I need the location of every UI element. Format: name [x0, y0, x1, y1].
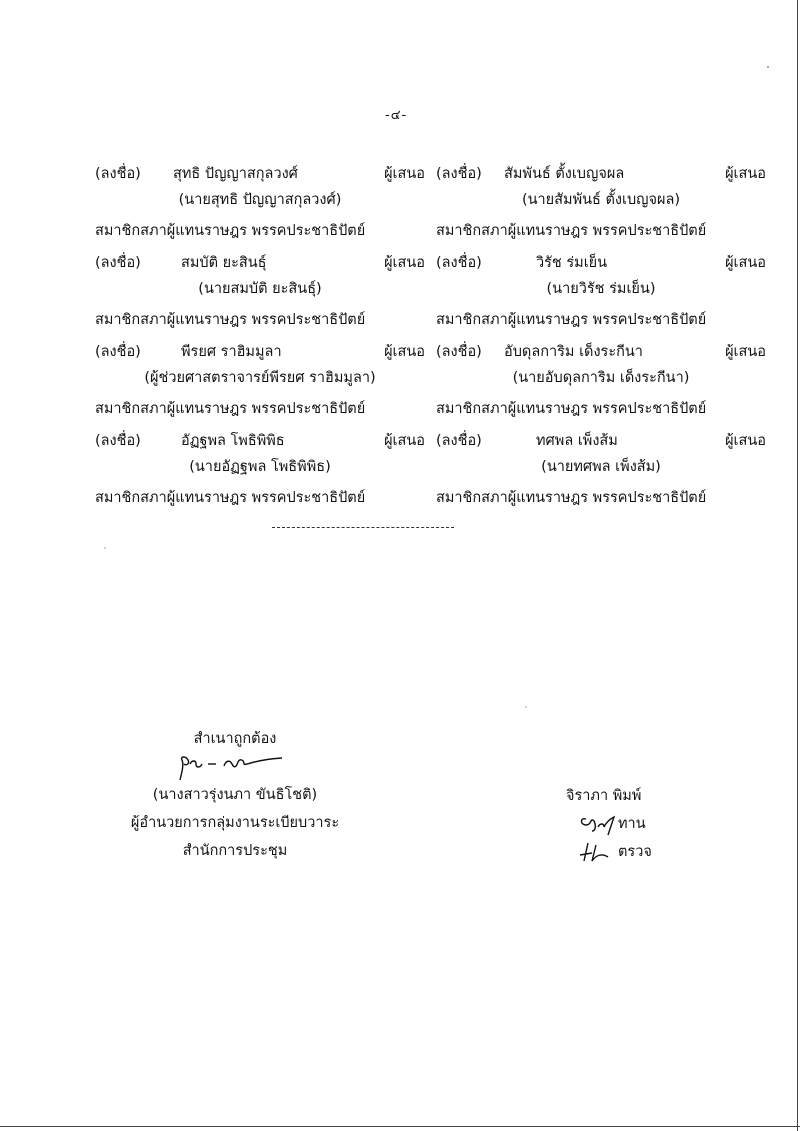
- signer-position: สมาชิกสภาผู้แทนราษฎร พรรคประชาธิปัตย์: [95, 490, 366, 506]
- signers-column-right: [436, 160, 766, 592]
- signer-full-name: (นายสุทธิ ปัญญาสกุลวงศ์): [178, 192, 342, 208]
- signer-role: ผู้เสนอ: [384, 255, 425, 271]
- signer-full-name: (นายสมบัติ ยะสินธุ์): [198, 281, 322, 297]
- signer-position: สมาชิกสภาผู้แทนราษฎร พรรคประชาธิปัตย์: [436, 490, 707, 506]
- signer-role: ผู้เสนอ: [725, 166, 766, 182]
- certifier-office: สำนักการประชุม: [182, 843, 288, 859]
- sign-prefix: (ลงชื่อ): [436, 166, 482, 182]
- checker-line: [566, 838, 652, 866]
- sign-prefix: (ลงชื่อ): [436, 344, 482, 360]
- signer-name: สมบัติ ยะสินธุ์: [181, 255, 267, 271]
- certified-copy-block: [110, 725, 360, 865]
- signer-full-name: (ผู้ช่วยศาสตราจารย์พีรยศ ราฮิมมูลา): [144, 370, 376, 386]
- reviewer-line: [566, 810, 652, 838]
- typist-name: จิราภา พิมพ์: [566, 788, 642, 804]
- signer-name: อับดุลการิม เด็งระกีนา: [504, 344, 643, 360]
- scan-speck: [767, 66, 769, 68]
- certifier-title: ผู้อำนวยการกลุ่มงานระเบียบวาระ: [130, 815, 340, 831]
- signer-name: วิรัช ร่มเย็น: [536, 255, 608, 271]
- signer-full-name: (นายอับดุลการิม เด็งระกีนา): [512, 370, 690, 386]
- signer-position: สมาชิกสภาผู้แทนราษฎร พรรคประชาธิปัตย์: [95, 223, 366, 239]
- signer-full-name: (นายทศพล เพ็งส้ม): [541, 459, 661, 475]
- signer-name: สัมพันธ์ ตั้งเบญจผล: [504, 166, 625, 182]
- signer-name: พีรยศ ราฮิมมูลา: [181, 344, 282, 360]
- signer-full-name: (นายวิรัช ร่มเย็น): [546, 281, 656, 297]
- signer-block: [95, 427, 425, 592]
- certified-copy-label: สำเนาถูกต้อง: [193, 731, 277, 747]
- certifier-name: (นางสาวรุ่งนภา ขันธิโชติ): [152, 787, 318, 803]
- signer-block: [436, 427, 766, 592]
- reviewer-label: ทาน: [618, 816, 646, 832]
- signer-position: สมาชิกสภาผู้แทนราษฎร พรรคประชาธิปัตย์: [436, 312, 707, 328]
- sign-prefix: (ลงชื่อ): [95, 255, 141, 271]
- reviewer-initials: [566, 811, 618, 837]
- signer-name: สุทธิ ปัญญาสกุลวงศ์: [173, 166, 298, 182]
- signer-name: อัฏฐพล โพธิพิพิธ: [181, 433, 285, 449]
- dashed-separator: [272, 527, 454, 528]
- signer-role: ผู้เสนอ: [725, 433, 766, 449]
- signer-full-name: (นายสัมพันธ์ ตั้งเบญจผล): [521, 192, 681, 208]
- signer-role: ผู้เสนอ: [384, 344, 425, 360]
- page-border-bottom: [0, 1126, 800, 1127]
- checker-label: ตรวจ: [618, 844, 652, 860]
- signer-role: ผู้เสนอ: [384, 166, 425, 182]
- sign-prefix: (ลงชื่อ): [95, 433, 141, 449]
- signer-role: ผู้เสนอ: [725, 255, 766, 271]
- signer-name: ทศพล เพ็งส้ม: [536, 433, 618, 449]
- page-border-right: [797, 0, 798, 1131]
- sign-prefix: (ลงชื่อ): [95, 344, 141, 360]
- typist-block: [566, 782, 652, 866]
- signer-position: สมาชิกสภาผู้แทนราษฎร พรรคประชาธิปัตย์: [436, 223, 707, 239]
- scan-speck: [525, 706, 527, 708]
- signer-full-name: (นายอัฏฐพล โพธิพิพิธ): [189, 459, 331, 475]
- page-number: -๔-: [385, 108, 408, 123]
- signer-position: สมาชิกสภาผู้แทนราษฎร พรรคประชาธิปัตย์: [95, 401, 366, 417]
- signer-position: สมาชิกสภาผู้แทนราษฎร พรรคประชาธิปัตย์: [436, 401, 707, 417]
- sign-prefix: (ลงชื่อ): [436, 433, 482, 449]
- checker-initials: [566, 839, 618, 865]
- signer-position: สมาชิกสภาผู้แทนราษฎร พรรคประชาธิปัตย์: [95, 312, 366, 328]
- signer-role: ผู้เสนอ: [384, 433, 425, 449]
- sign-prefix: (ลงชื่อ): [436, 255, 482, 271]
- signer-role: ผู้เสนอ: [725, 344, 766, 360]
- handwritten-signature: [172, 752, 284, 784]
- sign-prefix: (ลงชื่อ): [95, 166, 141, 182]
